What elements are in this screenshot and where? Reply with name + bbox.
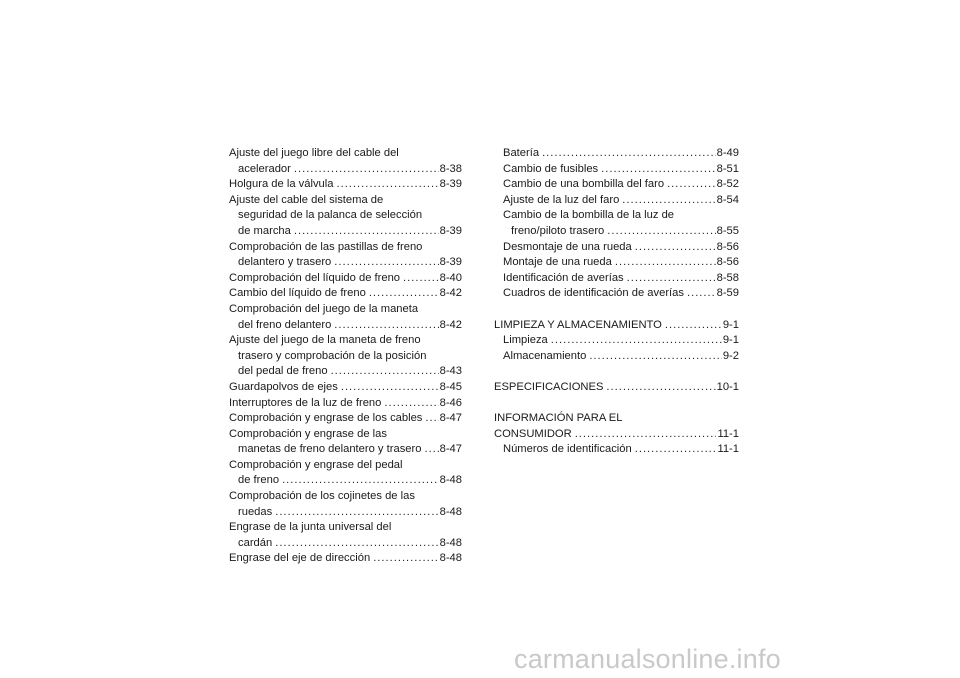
toc-entry[interactable] (494, 380, 739, 396)
toc-page-number: 8-40 (439, 271, 462, 284)
dot-leader (275, 505, 438, 521)
dot-leader (607, 224, 715, 240)
toc-entry-title: Comprobación del líquido de freno (229, 271, 401, 284)
dot-leader (635, 442, 717, 458)
dot-leader (334, 255, 438, 271)
toc-entry[interactable] (229, 162, 462, 178)
dot-leader (369, 286, 439, 302)
toc-entry[interactable] (229, 177, 462, 193)
toc-entry-title: Comprobación y engrase del pedal (229, 458, 403, 471)
toc-entry-title: CONSUMIDOR (494, 427, 572, 440)
toc-page-number: 8-51 (716, 162, 739, 175)
dot-leader (667, 177, 716, 193)
toc-entry-title: de marcha (238, 224, 291, 237)
toc-entry-title: Comprobación y engrase de los cables (229, 412, 423, 425)
dot-leader (336, 177, 438, 193)
toc-entry-title: delantero y trasero (238, 256, 332, 269)
toc-entry-title: Ajuste del cable del sistema de (229, 193, 384, 206)
toc-entry-title: Cambio del líquido de freno (229, 287, 366, 300)
toc-entry[interactable] (229, 396, 462, 412)
toc-entry-title: Almacenamiento (503, 349, 587, 362)
toc-page-number: 8-52 (716, 178, 739, 191)
toc-page-number: 8-58 (716, 271, 739, 284)
toc-entry-title: Ajuste del juego de la maneta de freno (229, 334, 421, 347)
spacer (494, 396, 739, 412)
toc-page-number: 9-1 (722, 334, 739, 347)
dot-leader (606, 380, 715, 396)
dot-leader (282, 473, 439, 489)
dot-leader (331, 364, 439, 380)
toc-page-number: 8-54 (716, 193, 739, 206)
dot-leader (542, 146, 716, 162)
toc-page-number: 8-42 (439, 287, 462, 300)
toc-entry[interactable] (229, 473, 462, 489)
toc-entry[interactable] (229, 380, 462, 396)
toc-entry-text (229, 349, 462, 365)
toc-entry[interactable] (494, 427, 739, 443)
toc-page-number: 8-47 (439, 412, 462, 425)
dot-leader (551, 333, 722, 349)
toc-entry-text (229, 240, 462, 256)
toc-page-number: 8-38 (439, 162, 462, 175)
toc-entry-title: INFORMACIÓN PARA EL (494, 412, 623, 425)
toc-entry[interactable] (494, 193, 739, 209)
toc-entry[interactable] (229, 224, 462, 240)
toc-entry-title: Ajuste de la luz del faro (503, 193, 620, 206)
toc-page-number: 8-48 (439, 474, 462, 487)
toc-right-column (494, 146, 739, 458)
toc-entry[interactable] (494, 224, 739, 240)
toc-entry-title: Ajuste del juego libre del cable del (229, 147, 399, 159)
dot-leader (275, 536, 438, 552)
toc-entry[interactable] (494, 271, 739, 287)
toc-entry-title: de freno (238, 474, 280, 487)
toc-left-column (229, 146, 462, 567)
toc-entry-title: del freno delantero (238, 318, 332, 331)
dot-leader (403, 271, 439, 287)
toc-page-number: 8-39 (439, 256, 462, 269)
toc-entry[interactable] (229, 442, 462, 458)
toc-entry[interactable] (229, 551, 462, 567)
toc-page-number: 8-48 (439, 536, 462, 549)
toc-entry-title: Engrase del eje de dirección (229, 552, 371, 565)
toc-entry[interactable] (494, 333, 739, 349)
toc-entry-title: LIMPIEZA Y ALMACENAMIENTO (494, 318, 662, 331)
toc-entry-text (229, 520, 462, 536)
toc-entry-title: Comprobación del juego de la maneta (229, 302, 419, 315)
dot-leader (294, 224, 439, 240)
toc-entry[interactable] (229, 318, 462, 334)
toc-entry-title: Cambio de la bombilla de la luz de (503, 209, 675, 222)
toc-entry-title: acelerador (238, 162, 291, 175)
dot-leader (384, 396, 438, 412)
toc-entry-title: Comprobación y engrase de las (229, 427, 387, 440)
toc-page-number: 8-42 (439, 318, 462, 331)
toc-entry-title: manetas de freno delantero y trasero (238, 443, 422, 456)
toc-entry[interactable] (229, 364, 462, 380)
toc-entry[interactable] (494, 286, 739, 302)
toc-entry[interactable] (494, 146, 739, 162)
toc-page-number: 8-59 (716, 287, 739, 300)
dot-leader (635, 240, 716, 256)
toc-page-number: 8-39 (439, 178, 462, 191)
toc-entry-title: trasero y comprobación de la posición (238, 349, 427, 362)
toc-entry[interactable] (229, 271, 462, 287)
toc-entry[interactable] (229, 411, 462, 427)
toc-entry-title: Batería (503, 147, 540, 159)
toc-page-number: 9-2 (722, 349, 739, 362)
toc-page-number: 8-49 (716, 147, 739, 159)
toc-entry-title: Holgura de la válvula (229, 178, 334, 191)
toc-page-number: 11-1 (717, 427, 739, 440)
toc-entry-title: Comprobación de las pastillas de freno (229, 240, 423, 253)
toc-entry[interactable] (229, 536, 462, 552)
toc-page-number: 8-46 (439, 396, 462, 409)
dot-leader (294, 162, 439, 178)
dot-leader (687, 286, 716, 302)
toc-page-number: 8-39 (439, 224, 462, 237)
toc-entry-title: freno/piloto trasero (511, 224, 605, 237)
toc-entry-title: Engrase de la junta universal del (229, 521, 392, 534)
dot-leader (334, 318, 438, 334)
toc-entry-title: Montaje de una rueda (503, 256, 612, 269)
toc-entry-title: Identificación de averías (503, 271, 624, 284)
toc-entry-text (494, 411, 739, 427)
toc-entry[interactable] (494, 442, 739, 458)
toc-page-number: 8-56 (716, 256, 739, 269)
toc-entry[interactable] (494, 318, 739, 334)
toc-entry-title: ESPECIFICACIONES (494, 380, 604, 393)
toc-entry-title: ruedas (238, 505, 273, 518)
spacer (494, 302, 739, 318)
toc-page-number: 10-1 (716, 380, 739, 393)
toc-page-number: 8-45 (439, 380, 462, 393)
toc-entry-title: Limpieza (503, 334, 548, 347)
toc-page-number: 8-48 (439, 505, 462, 518)
dot-leader (615, 255, 716, 271)
toc-entry-text (229, 458, 462, 474)
toc-entry-title: Números de identificación (503, 443, 632, 456)
toc-entry-title: Comprobación de los cojinetes de las (229, 490, 415, 503)
dot-leader (341, 380, 439, 396)
toc-entry-text (494, 208, 739, 224)
dot-leader (601, 162, 715, 178)
toc-entry-title: Guardapolvos de ejes (229, 380, 338, 393)
toc-entry[interactable] (494, 240, 739, 256)
toc-entry[interactable] (494, 349, 739, 365)
toc-entry-text (229, 427, 462, 443)
toc-entry-text (229, 333, 462, 349)
toc-entry-title: del pedal de freno (238, 365, 328, 378)
dot-leader (424, 442, 438, 458)
toc-page-number: 8-47 (439, 443, 462, 456)
toc-page-number: 11-1 (717, 443, 739, 456)
toc-entry-text (229, 489, 462, 505)
toc-page-number: 9-1 (722, 318, 739, 331)
dot-leader (373, 551, 438, 567)
toc-entry-title: seguridad de la palanca de selección (238, 209, 423, 222)
toc-entry-text (229, 208, 462, 224)
toc-entry-title: Cambio de fusibles (503, 162, 599, 175)
toc-entry-title: Interruptores de la luz de freno (229, 396, 382, 409)
toc-entry-title: Desmontaje de una rueda (503, 240, 632, 253)
toc-entry-text (229, 146, 462, 162)
toc-entry[interactable] (494, 255, 739, 271)
dot-leader (622, 193, 715, 209)
watermark: carmanualsonline.info (514, 644, 781, 674)
toc-entry-text (229, 302, 462, 318)
dot-leader (589, 349, 722, 365)
dot-leader (575, 427, 717, 443)
toc-page-number: 8-43 (439, 365, 462, 378)
dot-leader (425, 411, 438, 427)
toc-entry[interactable] (229, 505, 462, 521)
toc-entry[interactable] (494, 177, 739, 193)
toc-entry-text (229, 193, 462, 209)
toc-entry[interactable] (229, 255, 462, 271)
dot-leader (627, 271, 716, 287)
dot-leader (665, 318, 722, 334)
toc-entry[interactable] (229, 286, 462, 302)
toc-page-number: 8-55 (716, 224, 739, 237)
toc-page-number: 8-56 (716, 240, 739, 253)
toc-entry-title: Cambio de una bombilla del faro (503, 178, 665, 191)
toc-entry-title: Cuadros de identificación de averías (503, 287, 684, 300)
toc-entry[interactable] (494, 162, 739, 178)
toc-page-number: 8-48 (439, 552, 462, 565)
toc-entry-title: cardán (238, 536, 273, 549)
spacer (494, 364, 739, 380)
